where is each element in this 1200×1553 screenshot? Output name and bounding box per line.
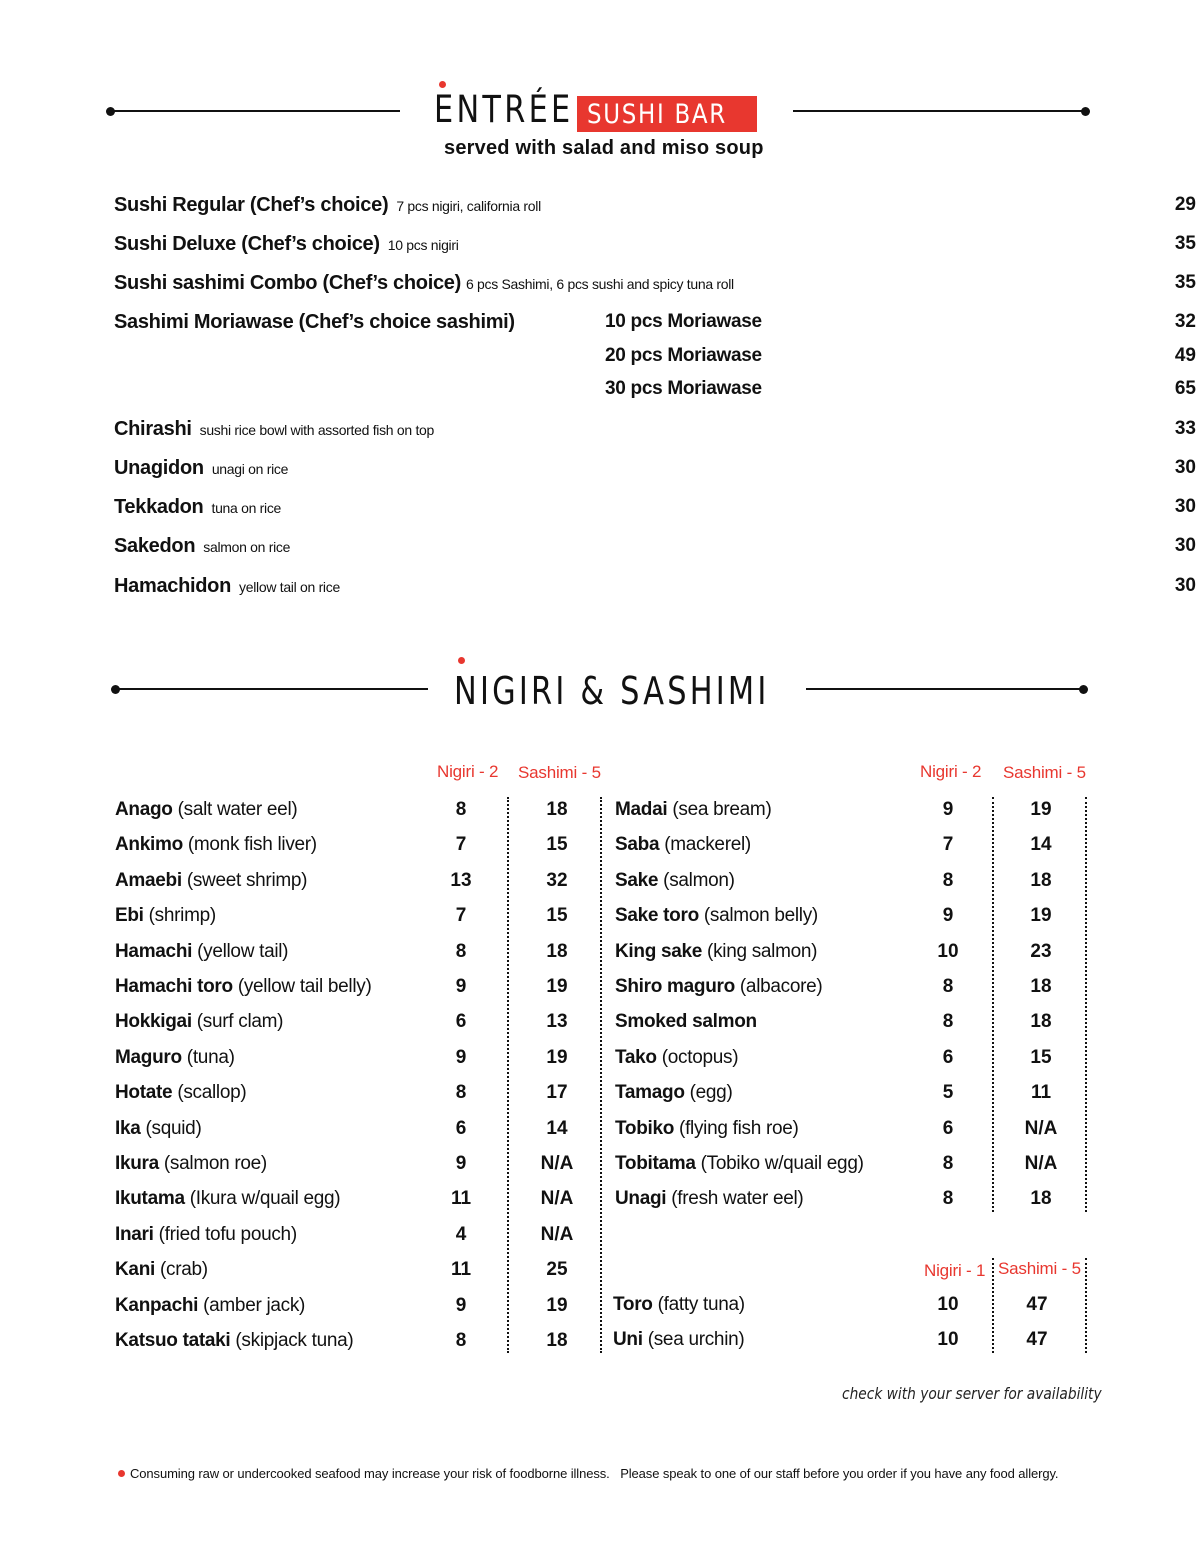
menu-row <box>0 941 1200 971</box>
nigiri-price: 6 <box>455 1117 467 1139</box>
fish-name-japanese: Hokkigai <box>115 1011 192 1033</box>
column-header-nigiri: Nigiri - 2 <box>437 762 499 781</box>
nigiri-price: 8 <box>942 976 954 997</box>
availability-note: check with your server for availability <box>842 1384 1102 1403</box>
menu-row <box>0 1118 1200 1148</box>
column-header-sashimi: Sashimi - 5 <box>1003 763 1086 782</box>
fish-name-japanese: Kanpachi <box>115 1294 199 1316</box>
nigiri-price: 9 <box>455 1153 467 1174</box>
sashimi-price: 32 <box>546 869 568 891</box>
fish-name-japanese: Uni <box>613 1329 643 1351</box>
entree-item-desc: 10 pcs nigiri <box>387 237 459 253</box>
accent-dot-icon <box>458 657 465 664</box>
fish-name-english: (shrimp) <box>148 905 216 927</box>
fish-name <box>615 1011 757 1033</box>
nigiri-price: 7 <box>455 905 467 927</box>
moriawase-option <box>114 345 1200 373</box>
fish-name-english: (surf clam) <box>196 1011 284 1033</box>
nigiri-price: 13 <box>450 869 472 891</box>
sashimi-price: 19 <box>1030 905 1052 927</box>
fish-name-english: (scallop) <box>177 1082 247 1104</box>
fish-name-japanese: Amaebi <box>115 869 182 891</box>
moriawase-option-price: 32 <box>1174 311 1196 332</box>
fish-name-english: (sea urchin) <box>647 1329 745 1351</box>
fish-name-japanese: Kani <box>115 1259 155 1281</box>
moriawase-option-price: 65 <box>1174 378 1196 399</box>
footer-disclaimer <box>118 1466 1058 1481</box>
moriawase-option-label: 20 pcs Moriawase <box>605 345 762 366</box>
menu-row <box>0 1011 1200 1041</box>
fish-name-english: (albacore) <box>739 976 823 997</box>
fish-name-english: (salt water eel) <box>177 799 298 820</box>
menu-row <box>0 870 1200 900</box>
footer-disclaimer-text: Consuming raw or undercooked seafood may increase your risk of foodborne illness. Please speak to one of our staff before you order if you have any food allergy. <box>130 1466 1059 1481</box>
menu-row <box>0 799 1200 829</box>
fish-name <box>115 1224 297 1246</box>
entree-item-price: 35 <box>1174 233 1196 254</box>
entree-item <box>114 575 1200 603</box>
sashimi-price: 19 <box>546 1294 568 1316</box>
fish-name-english: (sweet shrimp) <box>186 869 308 891</box>
fish-name-japanese: Sake <box>615 869 659 891</box>
menu-row <box>0 834 1200 864</box>
nigiri-price: 8 <box>455 940 467 962</box>
nigiri-price: 5 <box>942 1082 954 1104</box>
fish-name <box>615 870 735 892</box>
fish-name-english: (fried tofu pouch) <box>158 1223 297 1245</box>
nigiri-price: 6 <box>942 1117 954 1139</box>
entree-subtitle: served with salad and miso soup <box>444 137 764 159</box>
sashimi-price: 18 <box>546 940 568 962</box>
entree-item-price: 30 <box>1174 535 1196 556</box>
sashimi-price: 19 <box>1030 799 1052 820</box>
fish-name <box>615 1188 803 1210</box>
entree-item-desc: 6 pcs Sashimi, 6 pcs sushi and spicy tuna roll <box>465 276 734 292</box>
entree-item-price: 30 <box>1174 496 1196 517</box>
entree-item <box>114 457 1200 485</box>
fish-name-english: (Ikura w/quail egg) <box>189 1188 341 1210</box>
sashimi-price: N/A <box>540 1188 574 1210</box>
fish-name-english: (monk fish liver) <box>187 834 317 856</box>
sashimi-price: 18 <box>1030 1188 1052 1210</box>
sashimi-price: 18 <box>1030 976 1052 997</box>
moriawase-option <box>114 378 1200 406</box>
nigiri-price: 11 <box>450 1188 472 1210</box>
nigiri-price: 8 <box>455 1330 467 1351</box>
sashimi-price: 19 <box>546 1046 568 1068</box>
nigiri-price: 8 <box>942 1011 954 1033</box>
entree-item <box>114 535 1200 563</box>
fish-name-english: (salmon) <box>663 869 735 891</box>
fish-name-japanese: Toro <box>613 1294 653 1315</box>
fish-name-japanese: Anago <box>115 799 173 820</box>
entree-item <box>114 194 1200 222</box>
fish-name-japanese: Ikura <box>115 1153 159 1174</box>
nigiri-price: 7 <box>942 834 954 856</box>
fish-name-english: (yellow tail) <box>197 940 289 962</box>
fish-name-japanese: Ika <box>115 1117 141 1139</box>
fish-name <box>615 976 822 998</box>
entree-item-desc: 7 pcs nigiri, california roll <box>396 198 541 214</box>
fish-name-english: (amber jack) <box>203 1294 306 1316</box>
entree-item <box>114 418 1200 446</box>
fish-name-japanese: Ankimo <box>115 834 183 856</box>
sashimi-price: 23 <box>1030 940 1052 962</box>
fish-name <box>613 1329 744 1351</box>
fish-name <box>615 1118 799 1140</box>
fish-name-japanese: Shiro maguro <box>615 976 735 997</box>
fish-name <box>115 1259 208 1281</box>
sashimi-price: 18 <box>1030 869 1052 891</box>
sashimi-price: 17 <box>546 1082 568 1104</box>
fish-name-japanese: Hotate <box>115 1082 173 1104</box>
fish-name-english: (skipjack tuna) <box>235 1330 354 1351</box>
nigiri-price: 8 <box>455 1082 467 1104</box>
menu-row <box>0 1294 1200 1324</box>
entree-item-price: 35 <box>1174 272 1196 293</box>
entree-item-name: Sakedon <box>114 535 196 557</box>
fish-name-english: (crab) <box>159 1259 208 1281</box>
fish-name <box>615 905 818 927</box>
menu-row <box>0 976 1200 1006</box>
entree-item-desc: unagi on rice <box>211 461 289 477</box>
sashimi-price: N/A <box>540 1153 574 1174</box>
header-rule-right <box>793 110 1085 112</box>
fish-name-japanese: Maguro <box>115 1046 182 1068</box>
fish-name-english: (tuna) <box>186 1046 235 1068</box>
fish-name-japanese: Saba <box>615 834 660 856</box>
sashimi-price: 15 <box>546 905 568 927</box>
entree-item-name: Sushi Deluxe (Chef’s choice) <box>114 233 380 255</box>
nigiri-price: 11 <box>450 1259 472 1281</box>
fish-name <box>615 834 751 856</box>
fish-name-japanese: Inari <box>115 1223 154 1245</box>
nigiri-price: 10 <box>937 940 959 962</box>
fish-name-japanese: Ebi <box>115 905 144 927</box>
entree-item-price: 30 <box>1174 575 1196 596</box>
fish-name <box>615 1047 738 1069</box>
column-header-nigiri: Nigiri - 2 <box>920 762 982 781</box>
menu-row <box>0 905 1200 935</box>
fish-name-english: (salmon roe) <box>163 1153 267 1174</box>
sashimi-price: N/A <box>1024 1153 1058 1174</box>
nigiri-price: 8 <box>942 869 954 891</box>
entree-item <box>114 233 1200 261</box>
menu-row <box>0 1188 1200 1218</box>
nigiri-price: 10 <box>937 1294 959 1315</box>
fish-name-english: (octopus) <box>661 1046 739 1068</box>
entree-item-price: 33 <box>1174 418 1196 439</box>
menu-row <box>0 1153 1200 1183</box>
fish-name-english: (Tobiko w/quail egg) <box>700 1153 864 1174</box>
entree-item-price: 29 <box>1174 194 1196 215</box>
sashimi-price: 13 <box>546 1011 568 1033</box>
fish-name-japanese: Hamachi <box>115 940 193 962</box>
sashimi-price: 19 <box>546 976 568 997</box>
fish-name-japanese: Tobiko <box>615 1117 675 1139</box>
sashimi-price: N/A <box>1024 1117 1058 1139</box>
fish-name-japanese: Tako <box>615 1046 657 1068</box>
entree-item-moriawase <box>114 311 1200 339</box>
fish-name-japanese: Unagi <box>615 1188 667 1210</box>
nigiri-rule-right <box>806 688 1083 690</box>
nigiri-price: 9 <box>942 905 954 927</box>
column-header-sashimi: Sashimi - 5 <box>518 763 601 782</box>
entree-item-name: Sashimi Moriawase (Chef’s choice sashimi) <box>114 311 515 333</box>
fish-name <box>613 1294 745 1316</box>
entree-item-desc: salmon on rice <box>203 539 291 555</box>
fish-name-japanese: Madai <box>615 799 668 820</box>
fish-name-english: (yellow tail belly) <box>237 976 372 997</box>
nigiri-price: 9 <box>942 799 954 820</box>
menu-row <box>0 1047 1200 1077</box>
nigiri-price: 8 <box>455 799 467 820</box>
accent-dot-icon <box>439 81 446 88</box>
entree-item-desc: sushi rice bowl with assorted fish on top <box>199 422 435 438</box>
nigiri-price: 4 <box>455 1223 467 1245</box>
entree-item <box>114 272 1200 300</box>
nigiri-rule-left <box>115 688 428 690</box>
fish-name-japanese: Ikutama <box>115 1188 185 1210</box>
section-title-nigiri-sashimi: NIGIRI & SASHIMI <box>454 669 770 713</box>
fish-name-english: (king salmon) <box>707 940 818 962</box>
sashimi-price: 15 <box>546 834 568 856</box>
moriawase-option-label: 30 pcs Moriawase <box>605 378 762 399</box>
fish-name <box>615 1082 732 1104</box>
entree-item-name: Sushi sashimi Combo (Chef’s choice) <box>114 272 461 294</box>
sushi-bar-badge: SUSHI BAR <box>577 96 757 132</box>
fish-name-english: (salmon belly) <box>703 905 818 927</box>
nigiri-price: 9 <box>455 1046 467 1068</box>
fish-name-japanese: King sake <box>615 940 703 962</box>
moriawase-option-price: 49 <box>1174 345 1196 366</box>
fish-name-japanese: Katsuo tataki <box>115 1330 231 1351</box>
nigiri-price: 8 <box>942 1188 954 1210</box>
sashimi-price: 18 <box>546 799 568 820</box>
fish-name-english: (flying fish roe) <box>679 1117 799 1139</box>
fish-name <box>615 799 771 821</box>
fish-name-japanese: Hamachi toro <box>115 976 233 997</box>
entree-item <box>114 496 1200 524</box>
rule-right-end-dot <box>1081 107 1090 116</box>
fish-name-english: (mackerel) <box>664 834 751 856</box>
fish-name <box>615 1153 864 1175</box>
entree-item-desc: tuna on rice <box>211 500 282 516</box>
bullet-dot-icon <box>118 1470 125 1477</box>
fish-name-english: (squid) <box>145 1117 202 1139</box>
fish-name-japanese: Tobitama <box>615 1153 696 1174</box>
sashimi-price: 47 <box>1026 1294 1048 1315</box>
menu-row <box>0 1224 1200 1254</box>
fish-name-japanese: Sake toro <box>615 905 699 927</box>
fish-name-japanese: Smoked salmon <box>615 1011 757 1033</box>
sashimi-price: 25 <box>546 1259 568 1281</box>
sashimi-price: 47 <box>1026 1329 1048 1351</box>
entree-item-name: Chirashi <box>114 418 192 440</box>
fish-name-english: (fatty tuna) <box>657 1294 745 1315</box>
moriawase-option-label: 10 pcs Moriawase <box>605 311 762 332</box>
sashimi-price: 11 <box>1030 1082 1052 1104</box>
nigiri-price: 9 <box>455 1294 467 1316</box>
fish-name-english: (fresh water eel) <box>671 1188 804 1210</box>
entree-item-desc: yellow tail on rice <box>239 579 340 595</box>
nigiri-price: 6 <box>942 1046 954 1068</box>
fish-name-english: (egg) <box>689 1082 733 1104</box>
sashimi-price: 18 <box>546 1330 568 1351</box>
sashimi-price: 18 <box>1030 1011 1052 1033</box>
nigiri-price: 9 <box>455 976 467 997</box>
nigiri-price: 6 <box>455 1011 467 1033</box>
nigiri-price: 10 <box>937 1329 959 1351</box>
fish-name <box>615 941 817 963</box>
nigiri-price: 7 <box>455 834 467 856</box>
fish-name-english: (sea bream) <box>672 799 772 820</box>
header-rule-left <box>110 110 400 112</box>
menu-row <box>0 1329 1200 1359</box>
entree-item-name: Unagidon <box>114 457 204 479</box>
menu-row <box>0 1082 1200 1112</box>
sashimi-price: 15 <box>1030 1046 1052 1068</box>
entree-item-name: Tekkadon <box>114 496 204 518</box>
nigiri-price: 8 <box>942 1153 954 1174</box>
column-header-nigiri-premium: Nigiri - 1 <box>924 1261 986 1280</box>
sashimi-price: N/A <box>540 1223 574 1245</box>
column-header-sashimi-premium: Sashimi - 5 <box>998 1259 1081 1278</box>
sashimi-price: 14 <box>546 1117 568 1139</box>
section-title-entree: ENTRÉE <box>434 88 574 131</box>
entree-item-price: 30 <box>1174 457 1196 478</box>
entree-item-name: Hamachidon <box>114 575 232 597</box>
sashimi-price: 14 <box>1030 834 1052 856</box>
rule-right-end-dot <box>1079 685 1088 694</box>
fish-name-japanese: Tamago <box>615 1082 685 1104</box>
entree-item-name: Sushi Regular (Chef’s choice) <box>114 194 389 216</box>
